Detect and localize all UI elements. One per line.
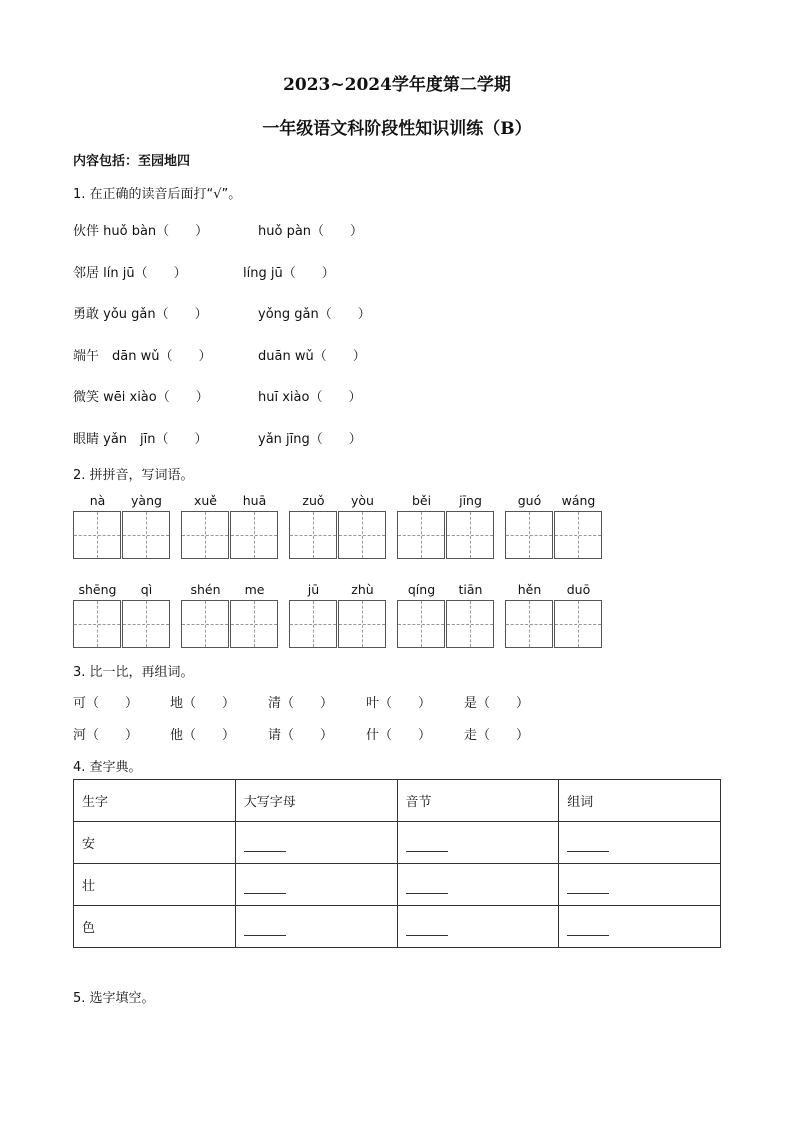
pronunciation-row xyxy=(73,262,713,280)
pronunciation-option[interactable]: 勇敢 yǒu gǎn（ ） xyxy=(73,307,208,322)
tian-grid-box[interactable] xyxy=(338,600,386,648)
pinyin-word-group xyxy=(73,582,171,652)
word-compare-item[interactable]: 是（ ） xyxy=(464,696,530,711)
pronunciation-option[interactable]: yǎn jīng（ ） xyxy=(258,432,362,447)
tian-grid-box[interactable] xyxy=(446,600,494,648)
pinyin-label: yàng xyxy=(131,493,162,508)
pronunciation-option[interactable]: huǒ pàn（ ） xyxy=(258,224,364,239)
pinyin-word-group xyxy=(181,582,279,652)
answer-blank[interactable] xyxy=(567,923,609,936)
tian-grid-box[interactable] xyxy=(73,600,121,648)
dictionary-table xyxy=(73,779,721,948)
pinyin-label: shēng xyxy=(78,582,117,597)
answer-blank-cell[interactable] xyxy=(235,906,397,948)
pinyin-word-group xyxy=(73,493,171,563)
answer-blank-cell[interactable] xyxy=(397,864,559,906)
tian-grid-box[interactable] xyxy=(181,511,229,559)
content-scope: 内容包括：至园地四 xyxy=(73,154,191,169)
tian-grid-box[interactable] xyxy=(554,511,602,559)
answer-blank-cell[interactable] xyxy=(235,864,397,906)
q2-prompt: 2. 拼拼音，写词语。 xyxy=(73,468,194,483)
word-compare-item[interactable]: 叶（ ） xyxy=(366,696,432,711)
table-row xyxy=(74,864,721,906)
q4-prompt: 4. 查字典。 xyxy=(73,760,142,775)
pinyin-label: jīng xyxy=(459,493,482,508)
tian-grid-box[interactable] xyxy=(181,600,229,648)
tian-grid-box[interactable] xyxy=(338,511,386,559)
word-compare-item[interactable]: 走（ ） xyxy=(464,728,530,743)
pinyin-word-group xyxy=(505,493,603,563)
pinyin-word-group xyxy=(181,493,279,563)
pronunciation-row xyxy=(73,220,713,238)
tian-grid-box[interactable] xyxy=(73,511,121,559)
answer-blank-cell[interactable] xyxy=(559,864,721,906)
tian-grid-box[interactable] xyxy=(122,511,170,559)
tian-grid-box[interactable] xyxy=(122,600,170,648)
pronunciation-row xyxy=(73,386,713,404)
pinyin-label: qì xyxy=(140,582,153,597)
answer-blank[interactable] xyxy=(567,839,609,852)
answer-blank-cell[interactable] xyxy=(397,822,559,864)
pronunciation-row xyxy=(73,345,713,363)
word-compare-item[interactable]: 河（ ） xyxy=(73,728,139,743)
page-subtitle: 一年级语文科阶段性知识训练（B） xyxy=(262,119,532,139)
pinyin-label: běi xyxy=(411,493,432,508)
word-compare-item[interactable]: 请（ ） xyxy=(268,728,334,743)
tian-grid-box[interactable] xyxy=(505,511,553,559)
answer-blank[interactable] xyxy=(406,923,448,936)
word-compare-item[interactable]: 他（ ） xyxy=(170,728,236,743)
tian-grid-box[interactable] xyxy=(505,600,553,648)
pinyin-word-group xyxy=(289,582,387,652)
table-header-cell: 音节 xyxy=(397,780,559,822)
q1-prompt: 1. 在正确的读音后面打“√”。 xyxy=(73,187,242,202)
pinyin-label: shén xyxy=(190,582,221,597)
answer-blank-cell[interactable] xyxy=(559,906,721,948)
answer-blank[interactable] xyxy=(244,881,286,894)
char-cell: 色 xyxy=(74,906,236,948)
pinyin-word-group xyxy=(397,493,495,563)
answer-blank-cell[interactable] xyxy=(235,822,397,864)
tian-grid-box[interactable] xyxy=(446,511,494,559)
answer-blank[interactable] xyxy=(567,881,609,894)
answer-blank[interactable] xyxy=(244,923,286,936)
pinyin-label: zhù xyxy=(351,582,374,597)
tian-grid-box[interactable] xyxy=(230,600,278,648)
pronunciation-option[interactable]: huī xiào（ ） xyxy=(258,390,362,405)
tian-grid-box[interactable] xyxy=(230,511,278,559)
tian-grid-box[interactable] xyxy=(397,600,445,648)
pinyin-word-group xyxy=(505,582,603,652)
table-header-row xyxy=(74,780,721,822)
word-compare-item[interactable]: 什（ ） xyxy=(366,728,432,743)
char-cell: 安 xyxy=(74,822,236,864)
q5-prompt: 5. 选字填空。 xyxy=(73,991,155,1006)
pinyin-label: hěn xyxy=(517,582,542,597)
q3-prompt: 3. 比一比，再组词。 xyxy=(73,665,194,680)
pinyin-word-group xyxy=(397,582,495,652)
pronunciation-row xyxy=(73,303,713,321)
pinyin-label: nà xyxy=(89,493,106,508)
pinyin-label: tiān xyxy=(458,582,483,597)
pronunciation-option[interactable]: 微笑 wēi xiào（ ） xyxy=(73,390,209,405)
pronunciation-option[interactable]: líng jū（ ） xyxy=(243,266,335,281)
pronunciation-option[interactable]: 伙伴 huǒ bàn（ ） xyxy=(73,224,209,239)
tian-grid-box[interactable] xyxy=(554,600,602,648)
tian-grid-box[interactable] xyxy=(289,600,337,648)
table-header-cell: 大写字母 xyxy=(235,780,397,822)
answer-blank-cell[interactable] xyxy=(559,822,721,864)
pinyin-label: guó xyxy=(517,493,542,508)
word-compare-item[interactable]: 清（ ） xyxy=(268,696,334,711)
answer-blank[interactable] xyxy=(406,881,448,894)
pinyin-word-group xyxy=(289,493,387,563)
tian-grid-box[interactable] xyxy=(397,511,445,559)
word-compare-item[interactable]: 可（ ） xyxy=(73,696,139,711)
pronunciation-option[interactable]: yǒng gǎn（ ） xyxy=(258,307,371,322)
pinyin-label: qíng xyxy=(407,582,436,597)
pinyin-label: huā xyxy=(242,493,267,508)
table-header-cell: 生字 xyxy=(74,780,236,822)
page-title: 2023~2024学年度第二学期 xyxy=(283,75,511,95)
answer-blank[interactable] xyxy=(406,839,448,852)
pinyin-label: yòu xyxy=(351,493,374,508)
answer-blank[interactable] xyxy=(244,839,286,852)
pinyin-label: duō xyxy=(566,582,591,597)
char-cell: 壮 xyxy=(74,864,236,906)
answer-blank-cell[interactable] xyxy=(397,906,559,948)
pronunciation-row xyxy=(73,428,713,446)
pinyin-label: wáng xyxy=(561,493,596,508)
pinyin-label: me xyxy=(244,582,265,597)
pinyin-label: zuǒ xyxy=(302,493,325,508)
pronunciation-option[interactable]: 邻居 lín jū（ ） xyxy=(73,266,187,281)
pronunciation-option[interactable]: 眼睛 yǎn jīn（ ） xyxy=(73,432,208,447)
pinyin-label: jū xyxy=(307,582,320,597)
pronunciation-option[interactable]: 端午 dān wǔ（ ） xyxy=(73,349,212,364)
table-row xyxy=(74,822,721,864)
table-row xyxy=(74,906,721,948)
table-header-cell: 组词 xyxy=(559,780,721,822)
pinyin-label: xuě xyxy=(193,493,217,508)
pronunciation-option[interactable]: duān wǔ（ ） xyxy=(258,349,366,364)
word-compare-item[interactable]: 地（ ） xyxy=(170,696,236,711)
tian-grid-box[interactable] xyxy=(289,511,337,559)
